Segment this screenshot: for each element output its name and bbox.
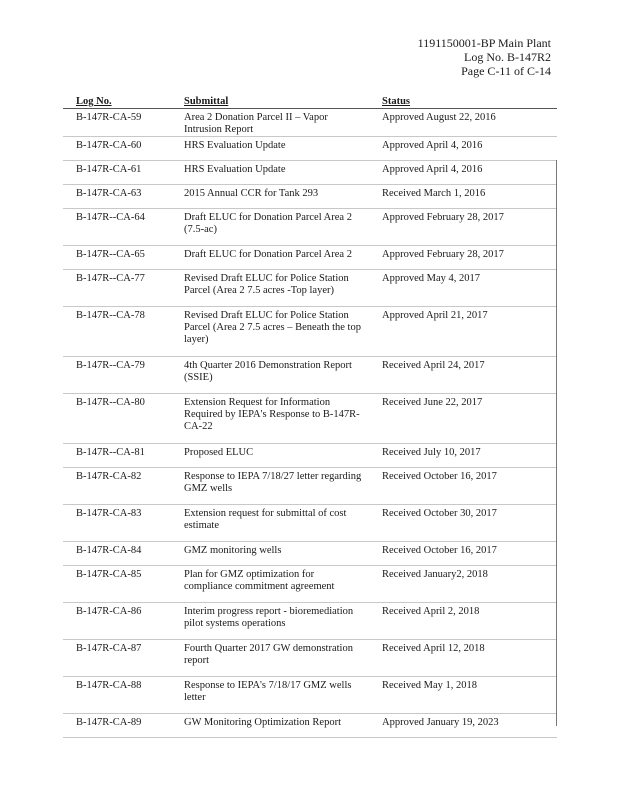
log-no-cell: B-147R-CA-83 bbox=[63, 505, 171, 542]
log-no-cell: B-147R--CA-79 bbox=[63, 357, 171, 394]
table-row bbox=[63, 209, 557, 246]
submittal-cell: Extension Request for Information Required by IEPA's Response to B-147R-CA-22 bbox=[171, 394, 369, 444]
log-no-cell: B-147R--CA-80 bbox=[63, 394, 171, 444]
table-row bbox=[63, 270, 557, 307]
log-no-cell: B-147R-CA-85 bbox=[63, 566, 171, 603]
table-row bbox=[63, 542, 557, 566]
submittal-cell: HRS Evaluation Update bbox=[171, 161, 369, 185]
log-no-cell: B-147R-CA-82 bbox=[63, 468, 171, 505]
status-cell: Approved April 21, 2017 bbox=[369, 307, 557, 357]
log-no-cell: B-147R-CA-59 bbox=[63, 109, 171, 137]
column-header-log-no: Log No. bbox=[63, 86, 171, 109]
submittal-cell: Draft ELUC for Donation Parcel Area 2 (7.5-ac) bbox=[171, 209, 369, 246]
table-body bbox=[63, 109, 557, 738]
status-cell: Approved February 28, 2017 bbox=[369, 209, 557, 246]
table-row bbox=[63, 161, 557, 185]
table-row bbox=[63, 677, 557, 714]
status-cell: Approved February 28, 2017 bbox=[369, 246, 557, 270]
log-no-cell: B-147R-CA-87 bbox=[63, 640, 171, 677]
status-cell: Received April 12, 2018 bbox=[369, 640, 557, 677]
log-no-cell: B-147R--CA-65 bbox=[63, 246, 171, 270]
log-no-cell: B-147R-CA-60 bbox=[63, 137, 171, 161]
table-row bbox=[63, 505, 557, 542]
status-cell: Approved May 4, 2017 bbox=[369, 270, 557, 307]
table-row bbox=[63, 185, 557, 209]
submittal-cell: 4th Quarter 2016 Demonstration Report (SSIE) bbox=[171, 357, 369, 394]
table-row bbox=[63, 357, 557, 394]
status-cell: Received October 16, 2017 bbox=[369, 468, 557, 505]
table-row bbox=[63, 468, 557, 505]
status-cell: Approved January 19, 2023 bbox=[369, 714, 557, 738]
table-header-row bbox=[63, 86, 557, 109]
status-cell: Approved August 22, 2016 bbox=[369, 109, 557, 137]
log-no-cell: B-147R-CA-88 bbox=[63, 677, 171, 714]
status-cell: Received July 10, 2017 bbox=[369, 444, 557, 468]
header-page-number: Page C-11 of C-14 bbox=[461, 64, 551, 78]
submittal-cell: Draft ELUC for Donation Parcel Area 2 bbox=[171, 246, 369, 270]
status-cell: Received May 1, 2018 bbox=[369, 677, 557, 714]
log-no-cell: B-147R--CA-81 bbox=[63, 444, 171, 468]
submittal-cell: Revised Draft ELUC for Police Station Parcel (Area 2 7.5 acres – Beneath the top layer) bbox=[171, 307, 369, 357]
submittal-cell: Fourth Quarter 2017 GW demonstration report bbox=[171, 640, 369, 677]
status-cell: Approved April 4, 2016 bbox=[369, 161, 557, 185]
submittal-cell: Plan for GMZ optimization for compliance commitment agreement bbox=[171, 566, 369, 603]
log-no-cell: B-147R--CA-78 bbox=[63, 307, 171, 357]
table-row bbox=[63, 714, 557, 738]
table-right-border bbox=[556, 160, 557, 726]
submittal-cell: Response to IEPA 7/18/27 letter regarding GMZ wells bbox=[171, 468, 369, 505]
header-project-id: 1191150001-BP Main Plant bbox=[417, 36, 551, 50]
status-cell: Approved April 4, 2016 bbox=[369, 137, 557, 161]
log-no-cell: B-147R-CA-61 bbox=[63, 161, 171, 185]
log-no-cell: B-147R-CA-89 bbox=[63, 714, 171, 738]
log-no-cell: B-147R--CA-64 bbox=[63, 209, 171, 246]
status-cell: Received October 30, 2017 bbox=[369, 505, 557, 542]
column-header-status: Status bbox=[369, 86, 557, 109]
table-row bbox=[63, 109, 557, 137]
log-no-cell: B-147R-CA-63 bbox=[63, 185, 171, 209]
log-no-cell: B-147R-CA-86 bbox=[63, 603, 171, 640]
log-no-cell: B-147R--CA-77 bbox=[63, 270, 171, 307]
submittal-cell: Response to IEPA's 7/18/17 GMZ wells letter bbox=[171, 677, 369, 714]
table-row bbox=[63, 640, 557, 677]
submittal-cell: Extension request for submittal of cost estimate bbox=[171, 505, 369, 542]
submittal-cell: GMZ monitoring wells bbox=[171, 542, 369, 566]
table-row bbox=[63, 603, 557, 640]
status-cell: Received January2, 2018 bbox=[369, 566, 557, 603]
table-row bbox=[63, 394, 557, 444]
status-cell: Received April 2, 2018 bbox=[369, 603, 557, 640]
status-cell: Received April 24, 2017 bbox=[369, 357, 557, 394]
submittal-log-table bbox=[63, 86, 557, 738]
submittal-cell: HRS Evaluation Update bbox=[171, 137, 369, 161]
submittal-cell: GW Monitoring Optimization Report bbox=[171, 714, 369, 738]
submittal-cell: Area 2 Donation Parcel II – Vapor Intrusion Report bbox=[171, 109, 369, 137]
table-row bbox=[63, 307, 557, 357]
status-cell: Received March 1, 2016 bbox=[369, 185, 557, 209]
log-no-cell: B-147R-CA-84 bbox=[63, 542, 171, 566]
header-log-number: Log No. B-147R2 bbox=[464, 50, 551, 64]
status-cell: Received June 22, 2017 bbox=[369, 394, 557, 444]
column-header-submittal: Submittal bbox=[171, 86, 369, 109]
table-row bbox=[63, 444, 557, 468]
status-cell: Received October 16, 2017 bbox=[369, 542, 557, 566]
submittal-cell: Revised Draft ELUC for Police Station Parcel (Area 2 7.5 acres -Top layer) bbox=[171, 270, 369, 307]
table-row bbox=[63, 566, 557, 603]
submittal-cell: Proposed ELUC bbox=[171, 444, 369, 468]
submittal-cell: 2015 Annual CCR for Tank 293 bbox=[171, 185, 369, 209]
table-row bbox=[63, 137, 557, 161]
page-header bbox=[418, 36, 551, 78]
submittal-cell: Interim progress report - bioremediation pilot systems operations bbox=[171, 603, 369, 640]
table-row bbox=[63, 246, 557, 270]
